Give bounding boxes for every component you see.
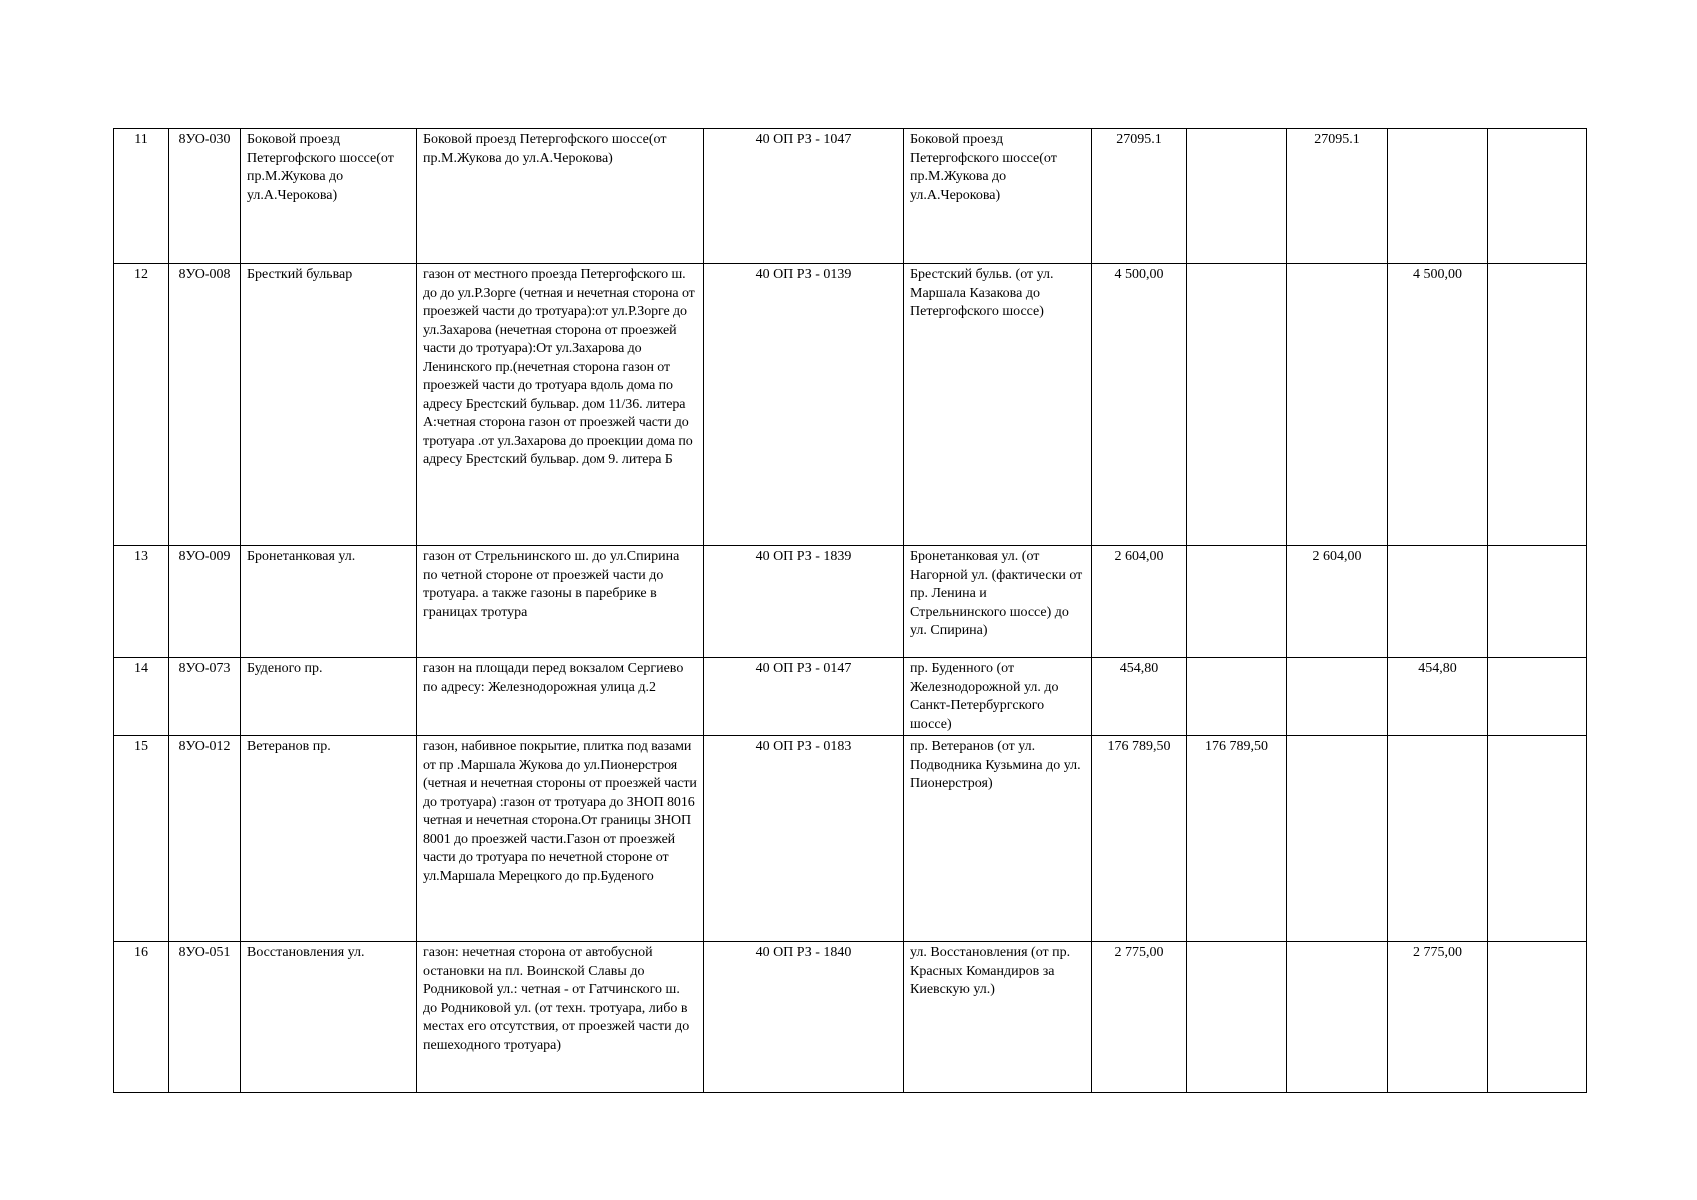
object-description: газон, набивное покрытие, плитка под вазами от пр .Маршала Жукова до ул.Пионерстроя (четная и нечетная стороны от проезжей части до тротуара) :газон от тротуара до ЗНОП 8016 четная и нечетная сторона.От границы ЗНОП 8001 до проезжей части.Газон от проезжей части до тротуара по нечетной стороне от ул.Маршала Мерецкого до пр.Буденого — [417, 736, 704, 942]
object-name: Восстановления ул. — [241, 942, 417, 1093]
registry-number: 40 ОП РЗ - 0147 — [704, 658, 904, 736]
table-row — [114, 942, 1587, 1093]
total-area: 27095.1 — [1092, 129, 1187, 264]
object-name: Боковой проезд Петергофского шоссе(от пр.М.Жукова до ул.А.Черокова) — [241, 129, 417, 264]
area-col-d — [1488, 264, 1587, 546]
registry-name: Брестский бульв. (от ул. Маршала Казакова до Петергофского шоссе) — [904, 264, 1092, 546]
object-name: Ветеранов пр. — [241, 736, 417, 942]
object-name: Бронетанковая ул. — [241, 546, 417, 658]
area-col-c — [1388, 736, 1488, 942]
table-row — [114, 546, 1587, 658]
area-col-b — [1287, 264, 1388, 546]
registry-table — [113, 128, 1587, 1093]
area-col-c: 2 775,00 — [1388, 942, 1488, 1093]
object-description: Боковой проезд Петергофского шоссе(от пр.М.Жукова до ул.А.Черокова) — [417, 129, 704, 264]
table-row — [114, 129, 1587, 264]
registry-name: ул. Восстановления (от пр. Красных Командиров за Киевскую ул.) — [904, 942, 1092, 1093]
area-col-d — [1488, 658, 1587, 736]
area-col-c: 454,80 — [1388, 658, 1488, 736]
area-col-d — [1488, 129, 1587, 264]
registry-number: 40 ОП РЗ - 1047 — [704, 129, 904, 264]
registry-name: Боковой проезд Петергофского шоссе(от пр.М.Жукова до ул.А.Черокова) — [904, 129, 1092, 264]
object-name: Буденого пр. — [241, 658, 417, 736]
total-area: 2 775,00 — [1092, 942, 1187, 1093]
registry-name: пр. Буденного (от Железнодорожной ул. до Санкт-Петербургского шоссе) — [904, 658, 1092, 736]
total-area: 176 789,50 — [1092, 736, 1187, 942]
area-col-d — [1488, 942, 1587, 1093]
object-code: 8УО-008 — [169, 264, 241, 546]
area-col-b: 2 604,00 — [1287, 546, 1388, 658]
area-col-a — [1187, 546, 1287, 658]
registry-number: 40 ОП РЗ - 1839 — [704, 546, 904, 658]
area-col-b — [1287, 736, 1388, 942]
table-row — [114, 658, 1587, 736]
registry-number: 40 ОП РЗ - 0183 — [704, 736, 904, 942]
row-number: 15 — [114, 736, 169, 942]
object-description: газон от Стрельнинского ш. до ул.Спирина по четной стороне от проезжей части до тротуара. а также газоны в паребрике в границах тротура — [417, 546, 704, 658]
total-area: 454,80 — [1092, 658, 1187, 736]
object-description: газон от местного проезда Петергофского ш. до до ул.Р.Зорге (четная и нечетная сторона от проезжей части до тротуара):от ул.Р.Зорге до ул.Захарова (нечетная сторона от проезжей части до тротуара):От ул.Захарова до Ленинского пр.(нечетная сторона газон от проезжей части до тротуара вдоль дома по адресу Брестский бульвар. дом 11/36. литера А:четная сторона газон от проезжей части до тротуара .от ул.Захарова до проекции дома по адресу Брестский бульвар. дом 9. литера Б — [417, 264, 704, 546]
object-description: газон на площади перед вокзалом Сергиево по адресу: Железнодорожная улица д.2 — [417, 658, 704, 736]
area-col-b — [1287, 942, 1388, 1093]
object-code: 8УО-009 — [169, 546, 241, 658]
area-col-c: 4 500,00 — [1388, 264, 1488, 546]
total-area: 2 604,00 — [1092, 546, 1187, 658]
area-col-d — [1488, 546, 1587, 658]
row-number: 16 — [114, 942, 169, 1093]
registry-name: пр. Ветеранов (от ул. Подводника Кузьмина до ул. Пионерстроя) — [904, 736, 1092, 942]
row-number: 14 — [114, 658, 169, 736]
area-col-a — [1187, 658, 1287, 736]
registry-name: Бронетанковая ул. (от Нагорной ул. (фактически от пр. Ленина и Стрельнинского шоссе) до ул. Спирина) — [904, 546, 1092, 658]
object-code: 8УО-073 — [169, 658, 241, 736]
area-col-d — [1488, 736, 1587, 942]
area-col-a — [1187, 942, 1287, 1093]
area-col-b: 27095.1 — [1287, 129, 1388, 264]
object-name: Бресткий бульвар — [241, 264, 417, 546]
table-row — [114, 264, 1587, 546]
registry-number: 40 ОП РЗ - 0139 — [704, 264, 904, 546]
area-col-a — [1187, 129, 1287, 264]
area-col-c — [1388, 546, 1488, 658]
object-code: 8УО-051 — [169, 942, 241, 1093]
area-col-b — [1287, 658, 1388, 736]
row-number: 13 — [114, 546, 169, 658]
object-code: 8УО-030 — [169, 129, 241, 264]
registry-number: 40 ОП РЗ - 1840 — [704, 942, 904, 1093]
area-col-c — [1388, 129, 1488, 264]
area-col-a — [1187, 264, 1287, 546]
object-description: газон: нечетная сторона от автобусной остановки на пл. Воинской Славы до Родниковой ул.: четная - от Гатчинского ш. до Родниковой ул. (от техн. тротуара, либо в местах его отсутствия, от проезжей части до пешеходного тротуара) — [417, 942, 704, 1093]
area-col-a: 176 789,50 — [1187, 736, 1287, 942]
table-row — [114, 736, 1587, 942]
total-area: 4 500,00 — [1092, 264, 1187, 546]
row-number: 11 — [114, 129, 169, 264]
object-code: 8УО-012 — [169, 736, 241, 942]
row-number: 12 — [114, 264, 169, 546]
